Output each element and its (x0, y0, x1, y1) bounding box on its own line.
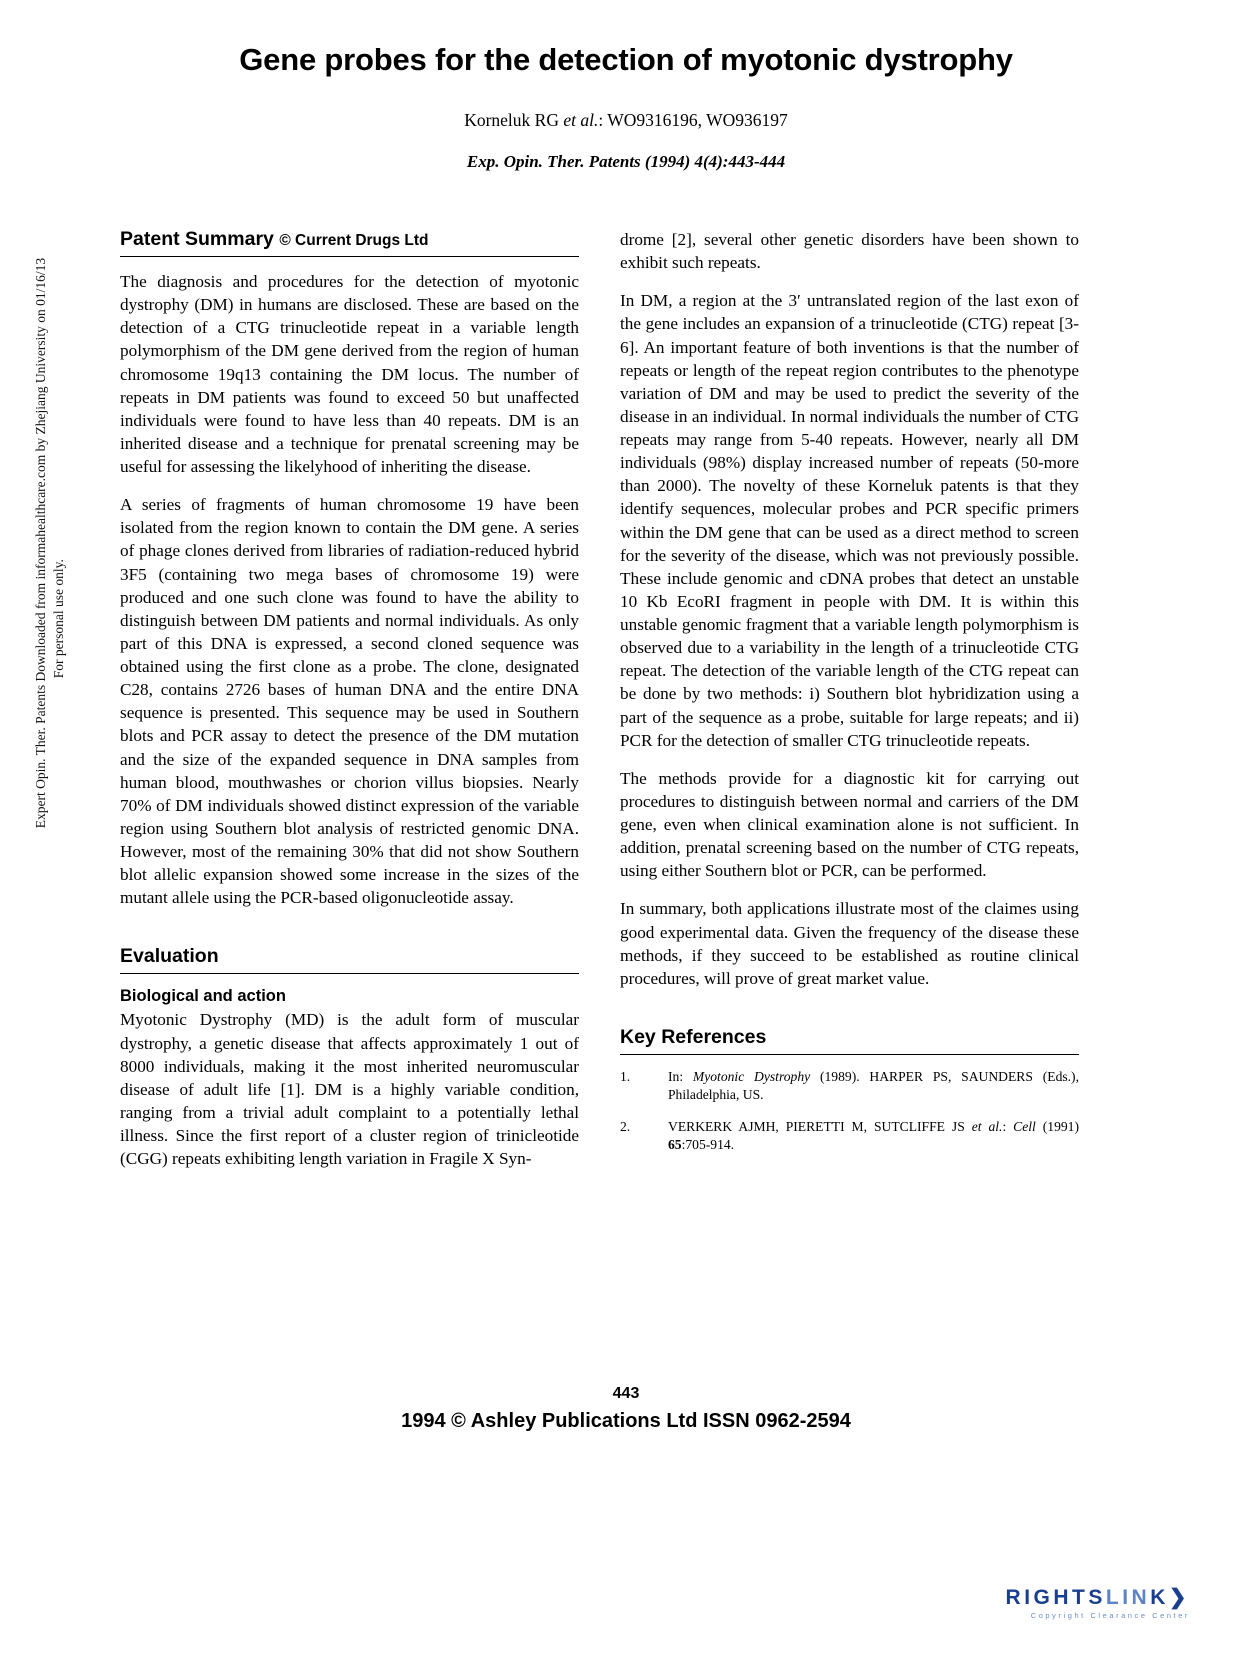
byline-patents: : WO9316196, WO936197 (598, 110, 788, 130)
reference-text (668, 1118, 1079, 1155)
list-item (620, 1118, 1079, 1155)
reference-text (668, 1068, 1079, 1105)
reference-number: 1. (620, 1068, 631, 1084)
rightslink-tagline: Copyright Clearance Center (1030, 1611, 1190, 1620)
patent-summary-label: Patent Summary (120, 228, 274, 250)
reference-title: Myotonic Dystrophy (692, 1068, 811, 1084)
paragraph: A series of fragments of human chromosome 19 have been isolated from the region known to contain the DM gene. A series of phage clones derived from libraries of radiation-reduced hybrid 3F5 (containing two mega bases of chromosome 19) were produced and one such clone was found to have the ability to distinguish between DM patients and normal individuals. As only part of this DNA is expressed, a second cloned sequence was obtained using the first clone as a probe. The clone, designated C28, contains 2726 bases of human DNA and the entire DNA sequence is presented. This sequence may be used in Southern blots and PCR assay to detect the presence of the DM mutation and the size of the expanded sequence in DNA samples from human blood, mouthwashes or chorion villus biopsies. Nearly 70% of DM individuals showed distinct expression of the variable region using Southern blot analysis of restricted genomic DNA. However, most of the remaining 30% that did not show Southern blot allelic expansion showed some increase in the sizes of the mutant allele using the PCR-based oligonucleotide assay. (120, 495, 579, 908)
chevron-right-icon: ❯ (1168, 1586, 1190, 1609)
rightslink-wordmark (1006, 1587, 1190, 1608)
paragraph: In DM, a region at the 3′ untranslated region of the last exon of the gene includes an expansion of a trinucleotide (CTG) repeat [3-6]. An important feature of both inventions is that the number of repeats or length of the repeat region contributes to the phenotype variation of DM and may be used to predict the severity of the disease in an individual. In normal individuals the number of CTG repeats may range from 5-40 repeats. However, nearly all DM individuals (98%) display increased number of repeats (50-more than 2000). The novelty of these Korneluk patents is that they identify sequences, molecular probes and PCR specific primers within the DM gene that can be used as a direct method to screen for the severity of the disease, which was not previously possible. These include genomic and cDNA probes that detect an unstable 10 Kb EcoRI fragment in people with DM. It is within this unstable genomic fragment that a variable length polymorphism is observed due to a variability in the length of a trinucleotide CTG repeat. The detection of the variable length of the CTG repeat can be done by two methods: i) Southern blot hybridization using a part of the sequence as a probe, suitable for large repeats; and ii) PCR for the detection of smaller CTG trinucleotide repeats. (620, 291, 1079, 750)
left-column (120, 228, 579, 1170)
paragraph: In summary, both applications illustrate most of the claimes using good experimental data. Given the frequency of the disease these methods, if they succeed to be established as routine clinical procedures, will prove of great market value. (620, 899, 1079, 988)
page-number: 443 (612, 1385, 640, 1402)
journal-citation: Exp. Opin. Ther. Patents (1994) 4(4):443-444 (466, 152, 786, 171)
byline-authors: Korneluk RG (464, 110, 564, 130)
paragraph: drome [2], several other genetic disorders have been shown to exhibit such repeats. (620, 230, 1079, 273)
rightslink-word-k: K (1150, 1586, 1169, 1609)
reference-year: (1991) (1035, 1118, 1080, 1134)
patent-summary-copyright: © Current Drugs Ltd (279, 232, 429, 249)
page-title: Gene probes for the detection of myotonic dystrophy (239, 42, 1013, 77)
watermark-line-2: For personal use only. (51, 559, 66, 679)
reference-suffix: (1989). HARPER PS, SAUNDERS (Eds.), Philadelphia, US. (668, 1068, 1079, 1103)
section-heading-patent-summary (120, 228, 579, 257)
watermark-line-1: Expert Opin. Ther. Patents Downloaded from informahealthcare.com by Zhejiang University on 01/16/13 (32, 257, 48, 829)
byline (0, 110, 1252, 131)
reference-pages: :705-914. (681, 1136, 735, 1152)
right-column (620, 228, 1079, 1167)
rightslink-logo[interactable] (1006, 1587, 1190, 1620)
rightslink-word-lin: LIN (1105, 1586, 1151, 1609)
section-heading-evaluation: Evaluation (120, 945, 579, 974)
byline-etal: et al. (563, 110, 599, 130)
publisher-imprint: 1994 © Ashley Publications Ltd ISSN 0962-2594 (401, 1410, 851, 1432)
reference-number: 2. (620, 1118, 631, 1134)
rightslink-word-rights: RIGHTS (1005, 1586, 1106, 1609)
reference-prefix: In: (668, 1068, 693, 1084)
reference-authors: VERKERK AJMH, PIERETTI M, SUTCLIFFE JS (668, 1118, 972, 1134)
subheading-biological-and-action: Biological and action (120, 987, 286, 1006)
download-watermark (32, 68, 68, 828)
reference-etal: et al. (971, 1118, 1003, 1134)
reference-journal: Cell (1013, 1118, 1036, 1134)
paragraph: Myotonic Dystrophy (MD) is the adult form of muscular dystrophy, a genetic disease that affects approximately 1 out of 8000 individuals, making it the most inherited neuromuscular disease of adult life [1]. DM is a highly variable condition, ranging from a trivial adult complaint to a potentially lethal illness. Since the first report of a cluster region of trinicleotide (CGG) repeats exhibiting length variation in Fragile X Syn- (120, 1010, 579, 1169)
list-item (620, 1068, 1079, 1105)
section-heading-key-references: Key References (620, 1026, 1079, 1055)
paragraph: The diagnosis and procedures for the detection of myotonic dystrophy (DM) in humans are disclosed. These are based on the detection of a CTG trinucleotide repeat in a variable length polymorphism of the DM gene derived from the region of human chromosome 19q13 containing the DM locus. The number of repeats in DM patients was found to exceed 50 but unaffected individuals were found to have less than 40 repeats. DM is an inherited disease and a technique for prenatal screening may be useful for assessing the likelyhood of inheriting the disease. (120, 272, 579, 476)
reference-volume: 65 (668, 1136, 682, 1152)
paragraph: The methods provide for a diagnostic kit for carrying out procedures to distinguish between normal and carriers of the DM gene, even when clinical examination alone is not sufficient. In addition, prenatal screening based on the number of CTG repeats, using either Southern blot or PCR, can be performed. (620, 768, 1079, 881)
reference-list (620, 1068, 1079, 1154)
reference-sep: : (1002, 1118, 1014, 1134)
